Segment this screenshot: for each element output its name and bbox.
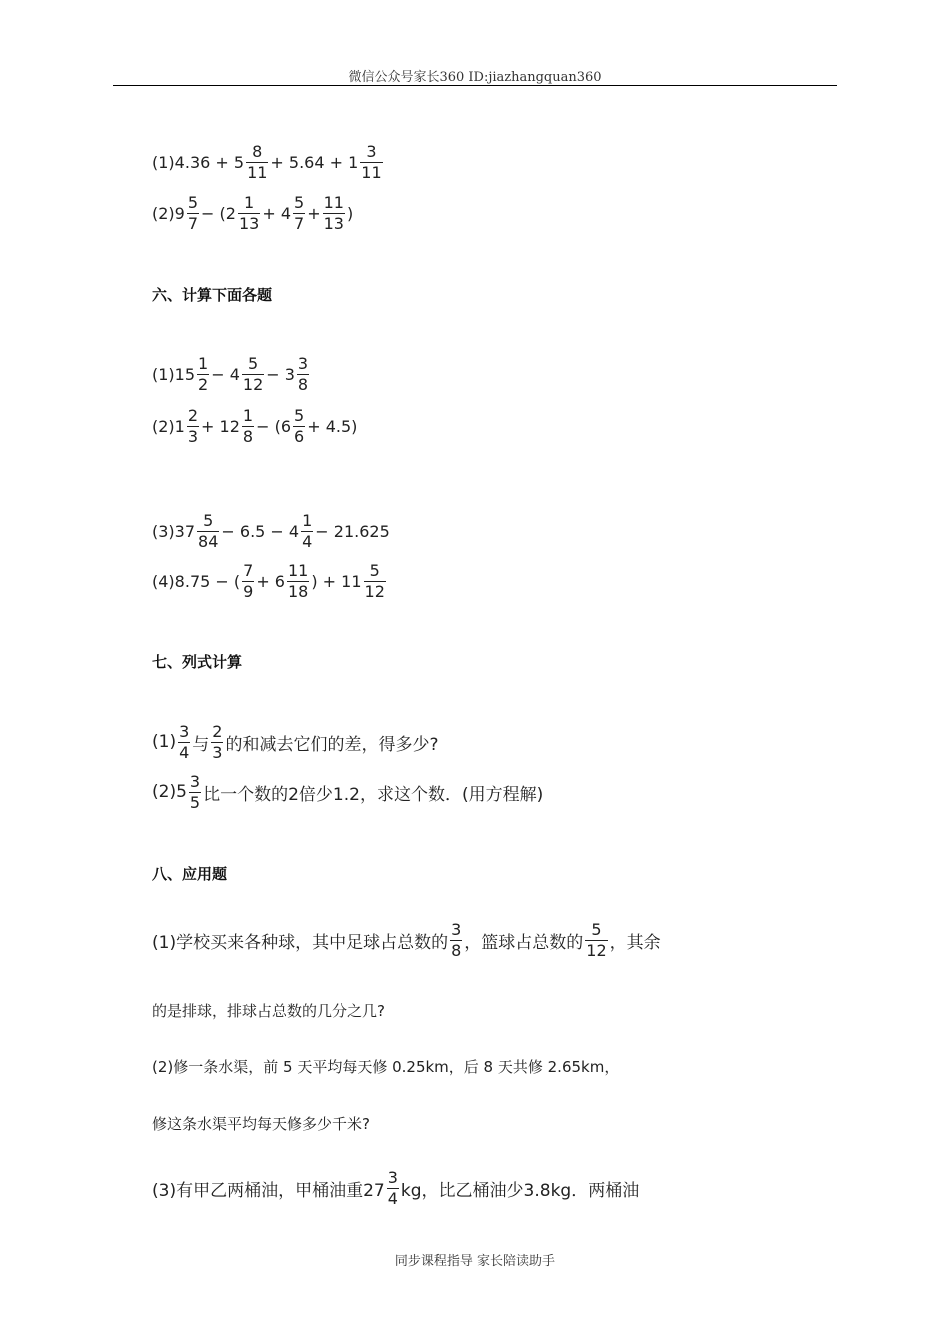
problem-8-1 bbox=[152, 914, 661, 966]
numerator: 1 bbox=[198, 353, 209, 373]
denominator: 6 bbox=[294, 426, 305, 446]
fraction bbox=[197, 510, 219, 551]
numerator: 5 bbox=[294, 192, 305, 212]
expr-text: ，其余 bbox=[609, 932, 661, 953]
numerator: 5 bbox=[294, 405, 305, 425]
fraction bbox=[360, 141, 382, 182]
fraction bbox=[187, 192, 199, 233]
expr-text: − 21.625 bbox=[315, 521, 390, 541]
denominator: 4 bbox=[387, 1188, 398, 1208]
problem-label: (4) bbox=[152, 571, 175, 591]
problem-8-1-line2: 的是排球，排球占总数的几分之几? bbox=[152, 1002, 385, 1020]
numerator: 7 bbox=[243, 560, 254, 580]
numerator: 5 bbox=[247, 353, 259, 373]
expr-text: + 6 bbox=[256, 571, 285, 591]
numerator: 5 bbox=[187, 192, 199, 212]
fraction bbox=[585, 919, 607, 960]
denominator: 4 bbox=[179, 742, 190, 762]
expr-text: 与 bbox=[192, 734, 210, 755]
numerator: 11 bbox=[287, 560, 309, 580]
denominator: 8 bbox=[242, 426, 254, 446]
expr-text: + 4 bbox=[262, 203, 291, 223]
numerator: 1 bbox=[242, 405, 254, 425]
problem-6-3 bbox=[152, 505, 390, 557]
denominator: 7 bbox=[187, 213, 199, 233]
fraction bbox=[246, 141, 268, 182]
expr-text: + 4.5) bbox=[307, 416, 358, 436]
numerator: 2 bbox=[187, 405, 199, 425]
denominator: 9 bbox=[243, 581, 254, 601]
numerator: 3 bbox=[366, 141, 377, 161]
denominator: 12 bbox=[586, 940, 607, 960]
expr-text: 4.36 + 5 bbox=[174, 152, 245, 172]
denominator: 8 bbox=[297, 374, 309, 394]
denominator: 7 bbox=[294, 213, 305, 233]
denominator: 2 bbox=[198, 374, 209, 394]
denominator: 5 bbox=[189, 792, 201, 812]
problem-7-2 bbox=[152, 766, 543, 818]
numerator: 3 bbox=[189, 771, 201, 791]
numerator: 5 bbox=[203, 510, 214, 530]
problem-8-3 bbox=[152, 1162, 639, 1214]
expr-text: 15 bbox=[174, 364, 196, 384]
problem-label: (2) bbox=[152, 416, 175, 436]
expr-text: 5 bbox=[176, 782, 187, 802]
expr-text: + 12 bbox=[201, 416, 240, 436]
fraction bbox=[293, 405, 305, 446]
page-footer: 同步课程指导 家长陪读助手 bbox=[394, 1254, 556, 1269]
expr-text: 37 bbox=[174, 521, 196, 541]
fraction bbox=[301, 510, 313, 551]
problem-label: (2) bbox=[152, 203, 175, 223]
problem-label: (2) bbox=[152, 782, 177, 802]
numerator: 3 bbox=[297, 353, 309, 373]
fraction bbox=[178, 721, 190, 762]
fraction bbox=[297, 353, 309, 394]
denominator: 4 bbox=[302, 531, 313, 551]
problem-6-4 bbox=[152, 555, 388, 607]
denominator: 8 bbox=[451, 940, 462, 960]
page-header: 微信公众号家长360 ID:jiazhangquan360 bbox=[348, 70, 602, 85]
denominator: 3 bbox=[187, 426, 199, 446]
problem-6-1 bbox=[152, 348, 311, 400]
fraction bbox=[242, 560, 254, 601]
fraction bbox=[187, 405, 199, 446]
denominator: 84 bbox=[198, 531, 219, 551]
section-title-7: 七、列式计算 bbox=[152, 653, 243, 671]
fraction bbox=[323, 192, 345, 233]
numerator: 3 bbox=[179, 721, 190, 741]
fraction bbox=[387, 1167, 399, 1208]
numerator: 1 bbox=[302, 510, 313, 530]
expr-text: kg，比乙桶油少3.8kg．两桶油 bbox=[400, 1180, 640, 1201]
numerator: 2 bbox=[212, 721, 223, 741]
denominator: 3 bbox=[212, 742, 223, 762]
section-title-6: 六、计算下面各题 bbox=[152, 286, 273, 304]
problem-top-1 bbox=[152, 136, 385, 188]
header-divider bbox=[113, 85, 837, 86]
numerator: 8 bbox=[252, 141, 263, 161]
expr-text: − 4 bbox=[211, 364, 240, 384]
denominator: 12 bbox=[364, 581, 385, 601]
expr-text: ，篮球占总数的 bbox=[464, 932, 584, 953]
expr-text: 9 bbox=[174, 203, 185, 223]
expr-text: 8.75 − ( bbox=[174, 571, 241, 591]
expr-text: (1)学校买来各种球，其中足球占总数的 bbox=[152, 932, 449, 953]
expr-text: (3)有甲乙两桶油，甲桶油重27 bbox=[152, 1180, 385, 1201]
numerator: 11 bbox=[323, 192, 344, 212]
numerator: 3 bbox=[451, 919, 462, 939]
expr-text: + bbox=[307, 203, 321, 223]
denominator: 13 bbox=[238, 213, 260, 233]
problem-8-2-line1: (2)修一条水渠，前 5 天平均每天修 0.25km，后 8 天共修 2.65km， bbox=[152, 1058, 620, 1076]
expr-text: 比一个数的2倍少1.2，求这个数．(用方程解) bbox=[203, 784, 544, 805]
fraction bbox=[211, 721, 223, 762]
expr-text: − 6.5 − 4 bbox=[221, 521, 300, 541]
expr-text: ) bbox=[346, 203, 354, 223]
problem-7-1 bbox=[152, 716, 439, 768]
fraction bbox=[197, 353, 209, 394]
expr-text: − 3 bbox=[266, 364, 295, 384]
fraction bbox=[242, 405, 254, 446]
numerator: 3 bbox=[387, 1167, 398, 1187]
problem-label: (1) bbox=[152, 732, 177, 752]
denominator: 11 bbox=[361, 162, 382, 182]
fraction bbox=[242, 353, 264, 394]
fraction bbox=[450, 919, 462, 960]
expr-text: + 5.64 + 1 bbox=[270, 152, 359, 172]
expr-text: ) + 11 bbox=[311, 571, 362, 591]
fraction bbox=[364, 560, 386, 601]
problem-label: (1) bbox=[152, 152, 175, 172]
problem-label: (1) bbox=[152, 364, 175, 384]
fraction bbox=[287, 560, 309, 601]
expr-text: 1 bbox=[174, 416, 185, 436]
denominator: 11 bbox=[247, 162, 268, 182]
denominator: 12 bbox=[242, 374, 264, 394]
fraction bbox=[238, 192, 260, 233]
numerator: 1 bbox=[244, 192, 255, 212]
problem-6-2 bbox=[152, 400, 357, 452]
problem-8-2-line2: 修这条水渠平均每天修多少千米? bbox=[152, 1115, 370, 1133]
problem-top-2 bbox=[152, 187, 353, 239]
numerator: 5 bbox=[369, 560, 380, 580]
denominator: 18 bbox=[287, 581, 309, 601]
section-title-8: 八、应用题 bbox=[152, 865, 228, 883]
expr-text: − (2 bbox=[201, 203, 236, 223]
fraction bbox=[293, 192, 305, 233]
fraction bbox=[189, 771, 201, 812]
problem-label: (3) bbox=[152, 521, 175, 541]
denominator: 13 bbox=[323, 213, 344, 233]
expr-text: − (6 bbox=[256, 416, 292, 436]
expr-text: 的和减去它们的差，得多少? bbox=[225, 734, 439, 755]
numerator: 5 bbox=[591, 919, 602, 939]
